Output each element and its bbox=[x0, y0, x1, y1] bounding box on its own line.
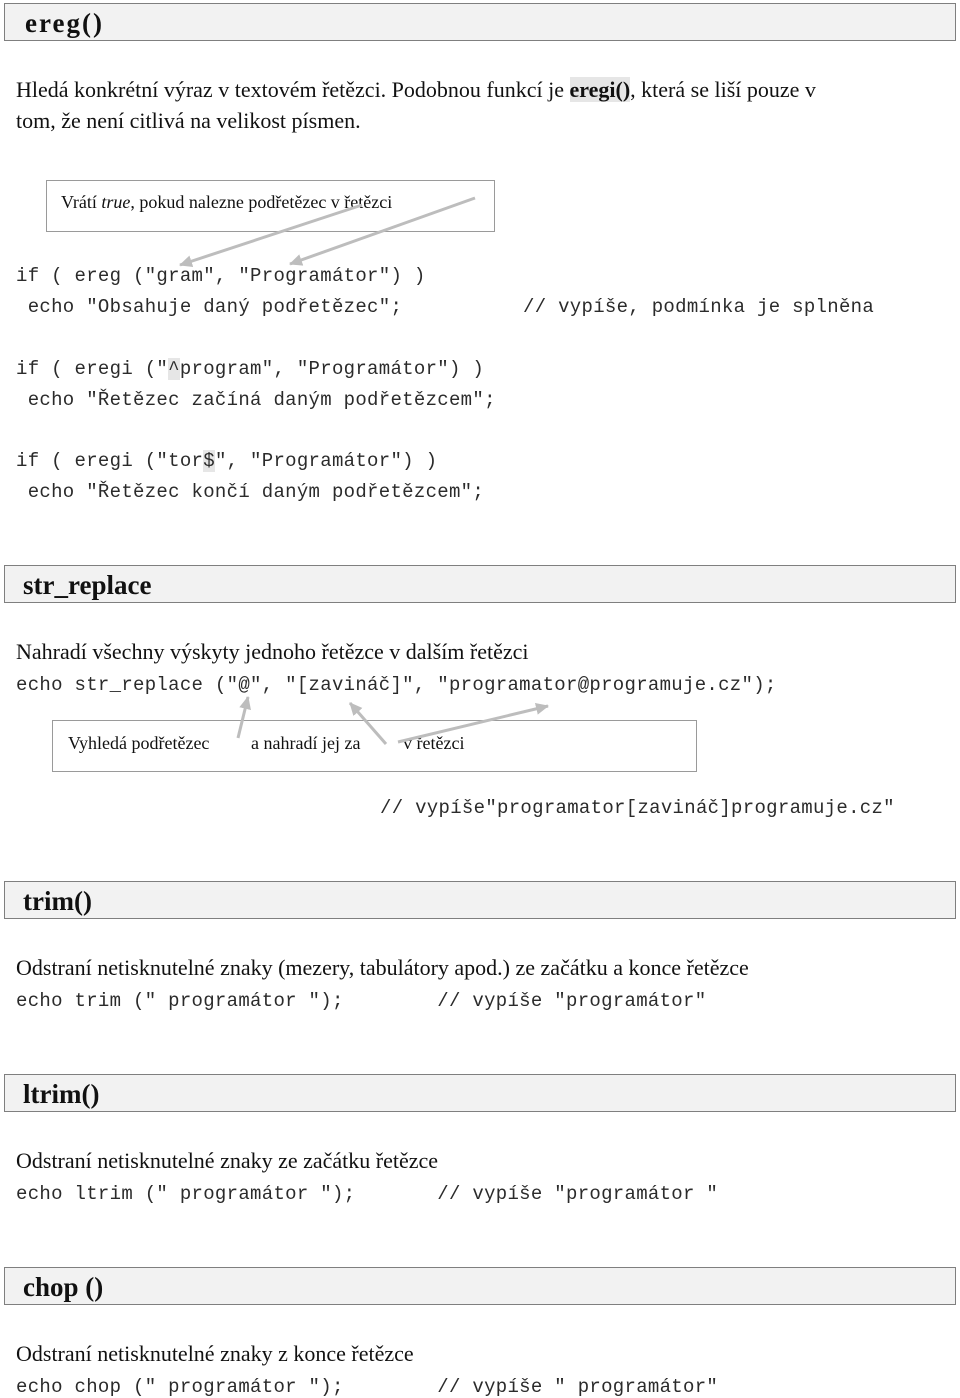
function-name: eregi() bbox=[569, 77, 631, 102]
code-text: program", "Programátor") ) bbox=[179, 358, 485, 380]
description-line: Odstraní netisknutelné znaky (mezery, tabulátory apod.) ze začátku a konce řetězce bbox=[16, 955, 749, 980]
regex-anchor: ^ bbox=[168, 358, 180, 380]
annotation-text: Vrátí bbox=[61, 192, 102, 212]
description-text: Hledá konkrétní výraz v textovém řetězci. Podobnou funkcí je bbox=[16, 77, 570, 102]
code-text: if ( eregi (" bbox=[16, 358, 169, 380]
code-line: echo trim (" programátor "); // vypíše "programátor" bbox=[16, 990, 707, 1012]
description-text: , která se liší pouze v bbox=[630, 77, 816, 102]
description-line: tom, že není citlivá na velikost písmen. bbox=[16, 108, 361, 133]
arrow-to-subject bbox=[398, 706, 548, 742]
arrow-to-search bbox=[238, 697, 248, 738]
code-line: echo str_replace ("@", "[zavináč]", "programator@programuje.cz"); bbox=[16, 674, 777, 696]
description-line: Odstraní netisknutelné znaky ze začátku řetězce bbox=[16, 1148, 439, 1173]
code-comment: // vypíše, podmínka je splněna bbox=[523, 296, 875, 318]
annotation-text: a nahradí jej za bbox=[251, 733, 361, 753]
code-line: echo "Obsahuje daný podřetězec"; bbox=[16, 296, 403, 318]
code-text: ", "Programátor") ) bbox=[214, 450, 438, 472]
arrow-to-needle bbox=[180, 205, 362, 265]
annotation-text: , pokud nalezne podřetězec v řetězci bbox=[130, 192, 393, 212]
code-line: echo "Řetězec končí daným podřetězcem"; bbox=[16, 481, 485, 503]
code-comment: // vypíše"programator[zavináč]programuje.cz" bbox=[380, 797, 895, 819]
section-title: str_replace bbox=[23, 570, 152, 600]
annotation-italic: true bbox=[101, 192, 131, 212]
code-text: if ( eregi ("tor bbox=[16, 450, 204, 472]
section-title: ereg() bbox=[25, 8, 104, 38]
arrow-to-replacement bbox=[350, 703, 386, 744]
description-line: Nahradí všechny výskyty jednoho řetězce v dalším řetězci bbox=[16, 639, 529, 664]
annotation-text: Vyhledá podřetězec bbox=[68, 733, 210, 753]
code-line: echo "Řetězec začíná daným podřetězcem"; bbox=[16, 389, 496, 411]
arrow-to-haystack bbox=[290, 198, 475, 264]
section-title: ltrim() bbox=[23, 1079, 100, 1109]
annotation-text: v řetězci bbox=[403, 733, 465, 753]
code-line: if ( ereg ("gram", "Programátor") ) bbox=[16, 265, 426, 287]
code-line: echo ltrim (" programátor "); // vypíše "programátor " bbox=[16, 1183, 719, 1205]
description-line: Odstraní netisknutelné znaky z konce řetězce bbox=[16, 1341, 414, 1366]
regex-anchor: $ bbox=[203, 450, 215, 472]
code-line: echo chop (" programátor "); // vypíše " programátor" bbox=[16, 1376, 719, 1398]
section-title: chop () bbox=[23, 1272, 104, 1302]
section-title: trim() bbox=[23, 886, 92, 916]
